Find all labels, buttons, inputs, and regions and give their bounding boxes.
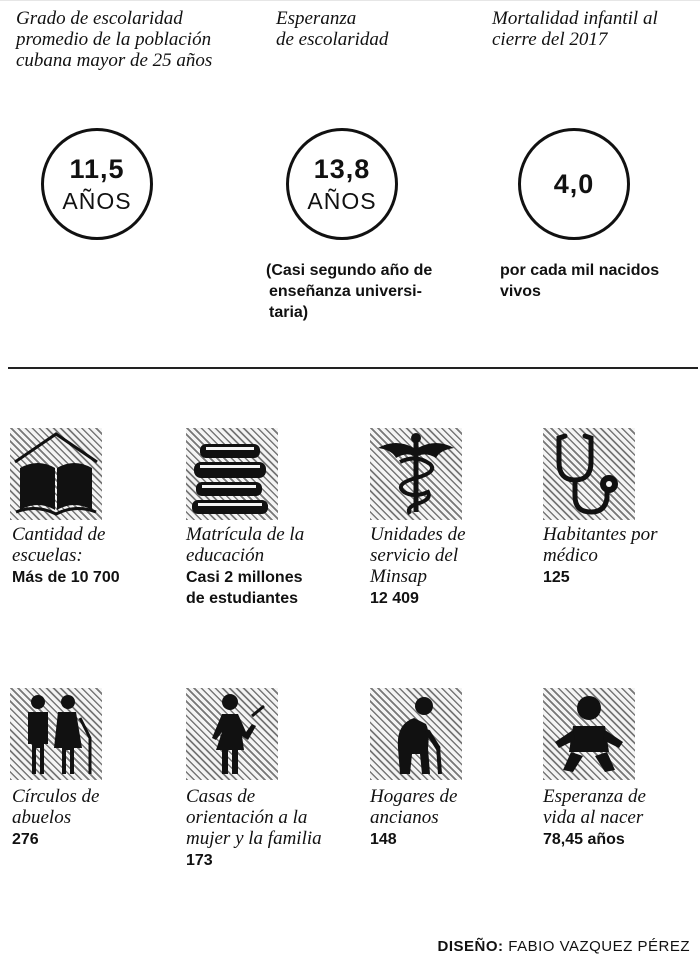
elderly-couple-icon — [10, 688, 102, 780]
stethoscope-icon — [543, 428, 635, 520]
item-label-women-family-houses: Casas de orientación a la mujer y la familia — [186, 786, 322, 849]
item-value-life-expectancy: 78,45 años — [543, 831, 625, 848]
item-value-enrollment: Casi 2 millones de estudiantes — [186, 569, 303, 607]
stat-note-schooling-expectancy: (Casi segundo año de enseñanza universi- taria) — [266, 262, 433, 321]
woman-icon — [186, 688, 278, 780]
caduceus-icon — [370, 428, 462, 520]
design-credit-name: FABIO VAZQUEZ PÉREZ — [508, 938, 690, 955]
book-icon — [10, 428, 102, 520]
stat-unit: AÑOS — [62, 188, 132, 214]
design-credit — [438, 938, 690, 955]
stat-circle-schooling-level — [41, 128, 153, 240]
stat-heading-schooling-expectancy: Esperanza de escolaridad — [276, 8, 389, 50]
item-label-inhabitants-per-doctor: Habitantes por médico — [543, 524, 658, 566]
item-label-minsap-units: Unidades de servicio del Minsap — [370, 524, 466, 587]
item-value-schools: Más de 10 700 — [12, 569, 120, 586]
top-rule — [0, 0, 700, 1]
stat-value: 13,8 — [313, 154, 371, 184]
design-credit-label: DISEÑO: — [437, 938, 504, 955]
stat-value: 11,5 — [69, 154, 125, 184]
item-value-inhabitants-per-doctor: 125 — [543, 569, 570, 586]
item-value-elderly-homes: 148 — [370, 831, 397, 848]
baby-icon — [543, 688, 635, 780]
stat-value: 4,0 — [553, 169, 595, 199]
stat-unit: AÑOS — [307, 188, 377, 214]
stat-circle-infant-mortality — [518, 128, 630, 240]
item-label-elderly-homes: Hogares de ancianos — [370, 786, 458, 828]
elderly-person-icon — [370, 688, 462, 780]
section-divider — [8, 367, 698, 369]
stat-heading-infant-mortality: Mortalidad infantil al cierre del 2017 — [492, 8, 658, 50]
item-label-schools: Cantidad de escuelas: — [12, 524, 106, 566]
item-label-enrollment: Matrícula de la educación — [186, 524, 305, 566]
item-label-life-expectancy: Esperanza de vida al nacer — [543, 786, 646, 828]
stat-note-infant-mortality: por cada mil nacidos vivos — [500, 262, 660, 300]
books-stack-icon — [186, 428, 278, 520]
item-value-minsap-units: 12 409 — [370, 590, 419, 607]
item-value-women-family-houses: 173 — [186, 852, 213, 869]
item-label-grandparents-circles: Círculos de abuelos — [12, 786, 100, 828]
item-value-grandparents-circles: 276 — [12, 831, 39, 848]
stat-circle-schooling-expectancy — [286, 128, 398, 240]
stat-heading-schooling-level: Grado de escolaridad promedio de la población cubana mayor de 25 años — [16, 8, 213, 71]
